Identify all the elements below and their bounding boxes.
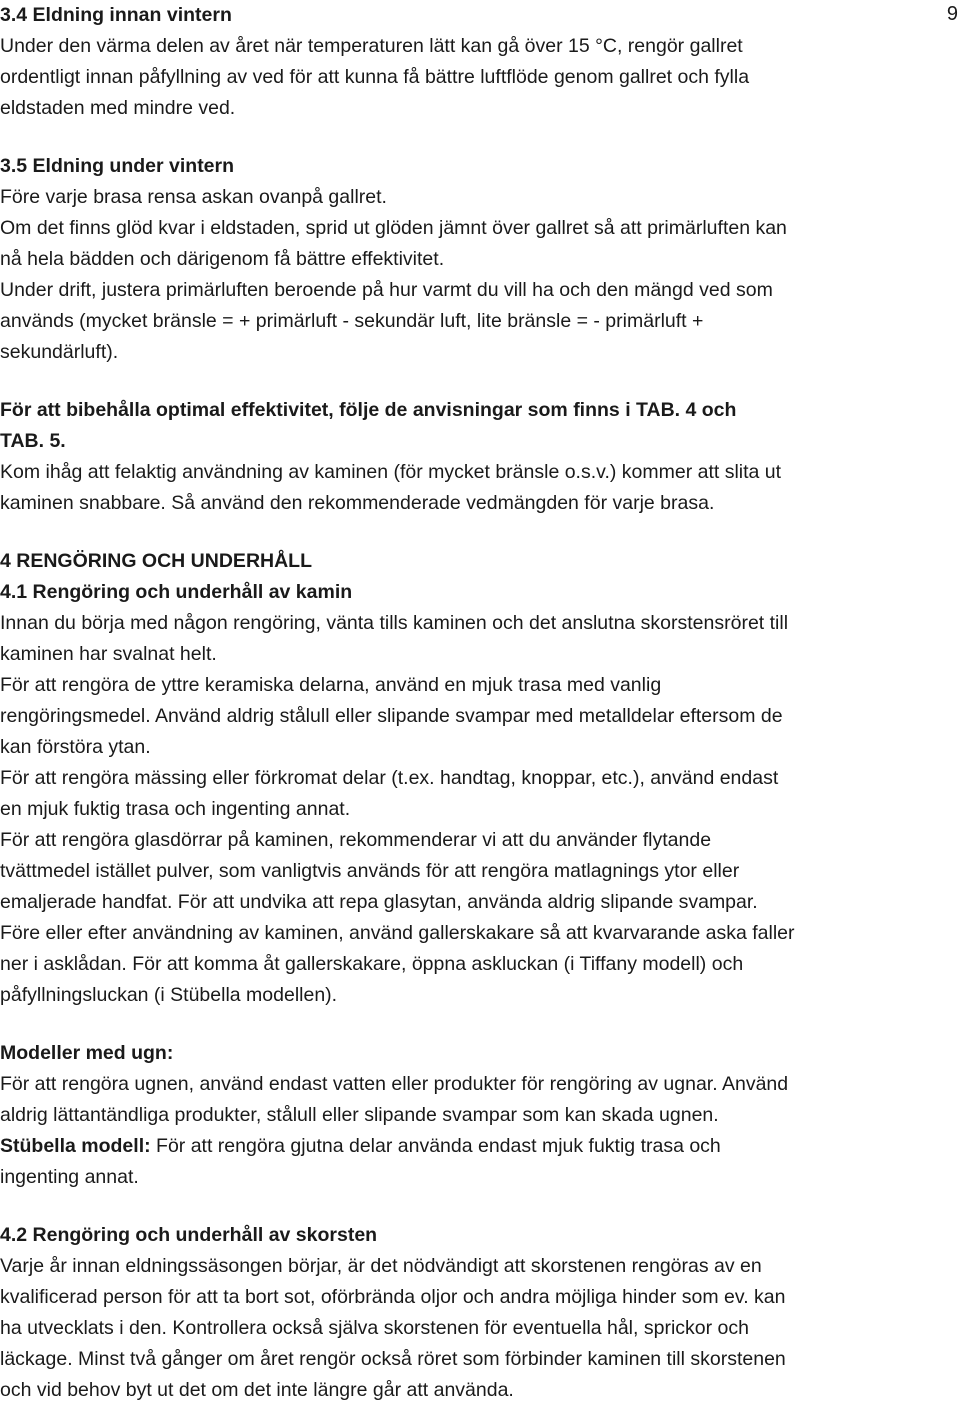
section-3-4 (0, 0, 944, 124)
inline-label: Stübella modell: (0, 1135, 151, 1157)
paragraph-line: kvalificerad person för att ta bort sot, oförbrända oljor och andra möjliga hinder som ev. kan (0, 1286, 786, 1308)
page-number: 9 (946, 3, 958, 25)
paragraph-line: kaminen snabbare. Så använd den rekommenderade vedmängden för varje brasa. (0, 492, 715, 514)
section-4 (0, 546, 944, 1011)
paragraph-line: eldstaden med mindre ved. (0, 97, 236, 119)
paragraph-line: Kom ihåg att felaktig användning av kaminen (för mycket bränsle o.s.v.) kommer att slita ut (0, 461, 782, 483)
paragraph-line: För att rengöra ugnen, använd endast vatten eller produkter för rengöring av ugnar. Använd (0, 1073, 789, 1095)
paragraph-line: kan förstöra ytan. (0, 736, 151, 758)
paragraph-line: Innan du börja med någon rengöring, vänta tills kaminen och det anslutna skorstensröret till (0, 612, 789, 634)
paragraph-line: en mjuk fuktig trasa och ingenting annat. (0, 798, 351, 820)
spacer (0, 124, 944, 151)
paragraph-line: kaminen har svalnat helt. (0, 643, 217, 665)
bold-note-line: För att bibehålla optimal effektivitet, följe de anvisningar som finns i TAB. 4 och (0, 399, 737, 421)
paragraph-line (0, 1131, 944, 1162)
paragraph-line: Varje år innan eldningssäsongen börjar, är det nödvändigt att skorstenen rengöras av en (0, 1255, 762, 1277)
spacer (0, 519, 944, 546)
paragraph-line: nå hela bädden och därigenom få bättre effektivitet. (0, 248, 445, 270)
subsection-heading: Modeller med ugn: (0, 1042, 174, 1064)
paragraph-line: Om det finns glöd kvar i eldstaden, sprid ut glöden jämnt över gallret så att primärluften kan (0, 217, 787, 239)
paragraph-line: används (mycket bränsle = + primärluft - sekundär luft, lite bränsle = - primärluft + (0, 310, 704, 332)
paragraph-line: För att rengöra mässing eller förkromat delar (t.ex. handtag, knoppar, etc.), använd endast (0, 767, 779, 789)
paragraph-line: Under drift, justera primärluften beroende på hur varmt du vill ha och den mängd ved som (0, 279, 773, 301)
bold-note-line: TAB. 5. (0, 430, 66, 452)
section-heading: 3.5 Eldning under vintern (0, 155, 235, 177)
paragraph-line: aldrig lättantändliga produkter, stålull eller slipande svampar som kan skada ugnen. (0, 1104, 719, 1126)
section-heading: 4.2 Rengöring och underhåll av skorsten (0, 1224, 378, 1246)
paragraph-line: Före eller efter användning av kaminen, använd gallerskakare så att kvarvarande aska faller (0, 922, 795, 944)
inline-text: För att rengöra gjutna delar använda endast mjuk fuktig trasa och (150, 1135, 721, 1157)
chapter-heading: 4 RENGÖRING OCH UNDERHÅLL (0, 550, 313, 572)
paragraph-line: ingenting annat. (0, 1166, 139, 1188)
paragraph-line: rengöringsmedel. Använd aldrig stålull eller slipande svampar med metalldelar eftersom de (0, 705, 783, 727)
paragraph-line: emaljerade handfat. För att undvika att repa glasytan, använda aldrig slipande svampar. (0, 891, 758, 913)
paragraph-line: och vid behov byt ut det om det inte längre går att använda. (0, 1379, 514, 1401)
oven-models (0, 1038, 944, 1193)
paragraph-line: sekundärluft). (0, 341, 119, 363)
paragraph-line: ha utvecklats i den. Kontrollera också själva skorstenen för eventuella hål, sprickor och (0, 1317, 749, 1339)
spacer (0, 1011, 944, 1038)
spacer (0, 1193, 944, 1220)
paragraph-line: påfyllningsluckan (i Stübella modellen). (0, 984, 338, 1006)
section-heading: 4.1 Rengöring och underhåll av kamin (0, 581, 353, 603)
paragraph-line: För att rengöra glasdörrar på kaminen, rekommenderar vi att du använder flytande (0, 829, 712, 851)
section-4-2 (0, 1220, 944, 1406)
paragraph-line: ner i asklådan. För att komma åt gallerskakare, öppna askluckan (i Tiffany modell) och (0, 953, 744, 975)
efficiency-note (0, 395, 944, 519)
paragraph-line: läckage. Minst två gånger om året rengör också röret som förbinder kaminen till skorstenen (0, 1348, 786, 1370)
paragraph-line: Under den värma delen av året när temperaturen lätt kan gå över 15 °C, rengör gallret (0, 35, 743, 57)
section-3-5 (0, 151, 944, 368)
paragraph-line: tvättmedel istället pulver, som vanligtvis används för att rengöra matlagnings ytor eller (0, 860, 740, 882)
paragraph-line: För att rengöra de yttre keramiska delarna, använd en mjuk trasa med vanlig (0, 674, 662, 696)
paragraph-line: Före varje brasa rensa askan ovanpå gallret. (0, 186, 387, 208)
section-heading: 3.4 Eldning innan vintern (0, 4, 232, 26)
spacer (0, 368, 944, 395)
paragraph-line: ordentligt innan påfyllning av ved för att kunna få bättre luftflöde genom gallret och fylla (0, 66, 750, 88)
